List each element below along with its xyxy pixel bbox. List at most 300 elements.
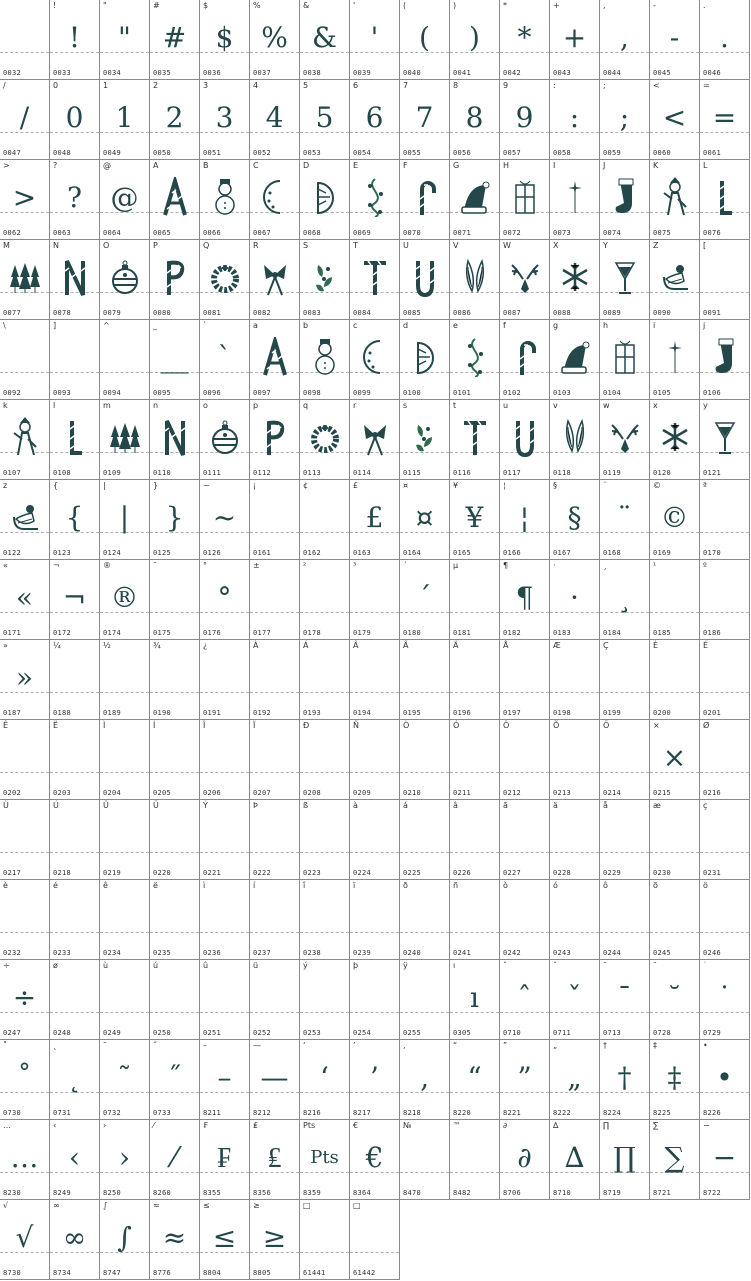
cell-code: 0040	[403, 69, 422, 77]
glyph-cell	[550, 160, 600, 240]
glyph-cell	[50, 320, 100, 400]
glyph-cell	[200, 960, 250, 1040]
cell-code: 0036	[203, 69, 222, 77]
cell-code: 0064	[103, 229, 122, 237]
glyph-cell	[50, 80, 100, 160]
glyph-cell	[100, 640, 150, 720]
snowflake-icon	[560, 257, 590, 297]
ornament-icon	[110, 257, 140, 297]
glyph-cell	[0, 400, 50, 480]
cell-code: 0075	[653, 229, 672, 237]
glyph-sample: €	[365, 1141, 384, 1174]
cell-char-label: ß	[303, 801, 309, 810]
cell-code: 0083	[303, 309, 322, 317]
glyph-sample: ›	[118, 1141, 131, 1174]
cell-code: 8482	[453, 1189, 472, 1197]
sleigh-icon	[660, 257, 690, 297]
glyph-sample: }	[165, 501, 184, 534]
cell-char-label: l	[53, 401, 56, 410]
glyph-sample: ı	[470, 981, 479, 1014]
cell-char-label: û	[203, 961, 209, 970]
cell-char-label: ;	[603, 81, 606, 90]
cell-char-label: »	[3, 641, 8, 650]
cell-char-label: i	[653, 321, 656, 330]
cell-char-label: ˙	[703, 961, 707, 970]
cell-code: 0710	[503, 1029, 522, 1037]
cell-code: 0105	[653, 389, 672, 397]
cell-code: 0104	[603, 389, 622, 397]
cell-char-label: ‘	[303, 1041, 306, 1050]
baseline-guide	[700, 692, 749, 693]
cell-char-label: ¾	[153, 641, 161, 650]
cell-char-label: j	[703, 321, 706, 330]
cell-char-label: [	[703, 241, 707, 250]
cell-code: 8226	[703, 1109, 722, 1117]
glyph-cell	[650, 320, 700, 400]
cell-code: 8364	[353, 1189, 372, 1197]
glyph-sample: ~	[212, 501, 237, 534]
cell-char-label: ^	[103, 321, 110, 330]
cell-char-label: □	[303, 1201, 311, 1210]
cell-char-label: €	[353, 1121, 359, 1130]
cell-char-label: V	[453, 241, 459, 250]
glyph-cell	[150, 640, 200, 720]
glyph-cell	[350, 720, 400, 800]
baseline-guide	[100, 692, 149, 693]
cell-code: 0223	[303, 869, 322, 877]
glyph-sample: :	[569, 101, 580, 134]
cell-code: 0174	[103, 629, 122, 637]
glyph-cell	[300, 880, 350, 960]
cell-char-label: ú	[153, 961, 159, 970]
cell-code: 0207	[253, 789, 272, 797]
baseline-guide	[150, 692, 199, 693]
cell-char-label: ˆ	[503, 961, 507, 970]
glyph-sample: ₤	[267, 1141, 282, 1174]
cell-char-label: 0	[53, 81, 59, 90]
cell-code: 8804	[203, 1269, 222, 1277]
baseline-guide	[550, 772, 599, 773]
holly-icon	[410, 417, 440, 457]
cell-code: 0221	[203, 869, 222, 877]
cell-char-label: '	[353, 1, 356, 10]
cell-code: 0305	[453, 1029, 472, 1037]
cell-code: 0051	[203, 149, 222, 157]
glyph-sample: £	[365, 501, 384, 534]
cell-char-label: ð	[403, 881, 408, 890]
glyph-cell	[100, 0, 150, 80]
cell-char-label: `	[203, 321, 207, 330]
cell-code: 0045	[653, 69, 672, 77]
glyph-cell	[400, 640, 450, 720]
cell-char-label: 6	[353, 81, 359, 90]
glyph-cell	[450, 800, 500, 880]
cell-char-label: ö	[703, 881, 708, 890]
glyph-cell	[250, 0, 300, 80]
cell-code: 0731	[53, 1109, 72, 1117]
glyph-cell	[600, 800, 650, 880]
cell-char-label: @	[103, 161, 111, 170]
cell-char-label: P	[153, 241, 158, 250]
cell-char-label: ≈	[153, 1201, 160, 1210]
glyph-cell	[250, 320, 300, 400]
cell-char-label: ∆	[553, 1121, 559, 1130]
cell-char-label: <	[653, 81, 660, 90]
cell-code: 0168	[603, 549, 622, 557]
candy-cane-icon	[510, 337, 540, 377]
cell-char-label: N	[53, 241, 59, 250]
cell-char-label: ∑	[653, 1121, 659, 1130]
cell-code: 0237	[253, 949, 272, 957]
cell-char-label: p	[253, 401, 259, 410]
cell-code: 0220	[153, 869, 172, 877]
cell-char-label: ˉ	[603, 961, 607, 970]
cell-char-label: ‚	[403, 1041, 406, 1050]
cell-code: 0222	[253, 869, 272, 877]
glyph-cell	[300, 400, 350, 480]
cell-char-label: £	[353, 481, 359, 490]
cell-char-label: –	[203, 1041, 207, 1050]
glyph-cell	[550, 560, 600, 640]
cell-code: 0252	[253, 1029, 272, 1037]
cell-char-label: t	[453, 401, 457, 410]
glyph-sample: ÷	[12, 981, 37, 1014]
glyph-cell	[0, 480, 50, 560]
baseline-guide	[100, 852, 149, 853]
glyph-sample: (	[419, 21, 430, 54]
cell-code: 0225	[403, 869, 422, 877]
glyph-cell	[50, 0, 100, 80]
cell-code: 0216	[703, 789, 722, 797]
glyph-cell	[400, 1120, 450, 1200]
moon-icon	[360, 337, 390, 377]
glyph-sample: ´	[417, 581, 432, 614]
cell-code: 8220	[453, 1109, 472, 1117]
cell-char-label: E	[353, 161, 359, 170]
glyph-cell	[100, 400, 150, 480]
cell-code: 8721	[653, 1189, 672, 1197]
glyph-sample: †	[617, 1061, 632, 1094]
glyph-sample: ¸	[617, 581, 632, 614]
cell-char-label: ]	[53, 321, 57, 330]
cell-char-label: =	[703, 81, 710, 90]
glyph-sample: •	[716, 1061, 733, 1094]
cell-char-label: n	[153, 401, 159, 410]
candy-l-icon	[710, 177, 740, 217]
glyph-cell	[350, 160, 400, 240]
baseline-guide	[250, 932, 299, 933]
cell-code: 0090	[653, 309, 672, 317]
cell-code: 0219	[103, 869, 122, 877]
glyph-cell	[250, 640, 300, 720]
glyph-sample: ¶	[515, 581, 534, 614]
glyph-cell	[600, 80, 650, 160]
cell-char-label: ¼	[53, 641, 61, 650]
glyph-cell	[600, 560, 650, 640]
cell-code: 0103	[553, 389, 572, 397]
cell-code: 0711	[553, 1029, 572, 1037]
baseline-guide	[450, 1172, 499, 1173]
glyph-sample: §	[567, 501, 582, 534]
cell-char-label: ¨	[603, 481, 607, 490]
cell-char-label: O	[103, 241, 110, 250]
cell-code: 0092	[3, 389, 22, 397]
cell-code: 8734	[53, 1269, 72, 1277]
baseline-guide	[650, 612, 699, 613]
cell-code: 0161	[253, 549, 272, 557]
glyph-cell	[700, 960, 750, 1040]
baseline-guide	[0, 52, 49, 53]
bow-icon	[360, 417, 390, 457]
baseline-guide	[0, 372, 49, 373]
glyph-cell	[650, 880, 700, 960]
cell-code: 0232	[3, 949, 22, 957]
glyph-cell	[500, 400, 550, 480]
cell-char-label: Ú	[53, 801, 59, 810]
glyph-sample: 2	[165, 101, 184, 134]
cell-char-label: 8	[453, 81, 459, 90]
glyph-cell	[300, 800, 350, 880]
glyph-cell	[300, 1040, 350, 1120]
cell-code: 0253	[303, 1029, 322, 1037]
santa-hat-icon	[460, 177, 490, 217]
cell-code: 0248	[53, 1029, 72, 1037]
cell-code: 0111	[203, 469, 222, 477]
glyph-sample: ˆ	[517, 981, 532, 1014]
cell-char-label: å	[603, 801, 608, 810]
baseline-guide	[700, 852, 749, 853]
cell-char-label: æ	[653, 801, 661, 810]
cell-code: 0102	[503, 389, 522, 397]
cell-char-label: ç	[703, 801, 708, 810]
cell-char-label: d	[403, 321, 409, 330]
cell-char-label: “	[453, 1041, 458, 1050]
glyph-sample: @	[110, 181, 139, 214]
cell-code: 8747	[103, 1269, 122, 1277]
baseline-guide	[400, 852, 449, 853]
cell-code: 0226	[453, 869, 472, 877]
glyph-cell	[450, 160, 500, 240]
cell-char-label: Ì	[103, 721, 106, 730]
cell-code: 0244	[603, 949, 622, 957]
cell-code: 0038	[303, 69, 322, 77]
glyph-cell	[100, 1120, 150, 1200]
glyph-sample: »	[15, 661, 34, 694]
cell-char-label: a	[253, 321, 258, 330]
cell-char-label: ≤	[203, 1201, 210, 1210]
glyph-cell	[100, 800, 150, 880]
baseline-guide	[300, 612, 349, 613]
candy-n-icon	[60, 257, 90, 297]
glyph-cell	[150, 960, 200, 1040]
glyph-cell	[400, 0, 450, 80]
cell-code: 0087	[503, 309, 522, 317]
cell-code: 0238	[303, 949, 322, 957]
baseline-guide	[450, 772, 499, 773]
cell-code: 0188	[53, 709, 72, 717]
baseline-guide	[250, 1012, 299, 1013]
cell-code: 0098	[303, 389, 322, 397]
glyph-sample: „	[567, 1061, 582, 1094]
glyph-cell	[450, 80, 500, 160]
glyph-sample: ‡	[667, 1061, 682, 1094]
bunny-ears-icon	[460, 257, 490, 297]
cell-char-label: F	[403, 161, 408, 170]
baseline-guide	[400, 692, 449, 693]
cell-code: 0208	[303, 789, 322, 797]
cell-code: 0182	[503, 629, 522, 637]
cell-code: 0095	[153, 389, 172, 397]
baseline-guide	[100, 372, 149, 373]
glyph-cell	[650, 640, 700, 720]
cell-code: 0122	[3, 549, 22, 557]
glyph-cell	[200, 880, 250, 960]
cell-char-label: 5	[303, 81, 309, 90]
cell-char-label: ·	[553, 561, 556, 570]
cell-char-label: ˝	[153, 1041, 157, 1050]
cell-char-label: ü	[253, 961, 259, 970]
cell-code: 0230	[653, 869, 672, 877]
cell-code: 8221	[503, 1109, 522, 1117]
baseline-guide	[650, 692, 699, 693]
cell-char-label: Ó	[453, 721, 460, 730]
glyph-cell	[550, 80, 600, 160]
cell-code: 0180	[403, 629, 422, 637]
cell-code: 0069	[353, 229, 372, 237]
cell-code: 0123	[53, 549, 72, 557]
glyph-cell	[550, 880, 600, 960]
cell-char-label: r	[353, 401, 357, 410]
cell-code: 0197	[503, 709, 522, 717]
cell-char-label: ³	[353, 561, 357, 570]
glyph-cell	[300, 160, 350, 240]
cell-char-label: Ø	[703, 721, 710, 730]
glyph-cell	[600, 880, 650, 960]
glyph-cell	[700, 480, 750, 560]
glyph-cell	[700, 320, 750, 400]
glyph-cell	[450, 240, 500, 320]
glyph-cell	[600, 320, 650, 400]
baseline-guide	[0, 932, 49, 933]
cell-char-label: Ë	[53, 721, 59, 730]
glyph-cell	[650, 80, 700, 160]
cell-code: 0191	[203, 709, 222, 717]
cell-code: 0214	[603, 789, 622, 797]
cell-char-label: ¥	[453, 481, 459, 490]
cell-code: 0195	[403, 709, 422, 717]
cell-code: 8260	[153, 1189, 172, 1197]
glyph-sample: !	[68, 21, 81, 54]
cell-code: 0044	[603, 69, 622, 77]
cell-char-label: …	[3, 1121, 11, 1130]
cell-char-label: k	[3, 401, 8, 410]
glyph-cell	[700, 80, 750, 160]
baseline-guide	[150, 612, 199, 613]
glyph-cell	[400, 960, 450, 1040]
glyph-cell	[350, 800, 400, 880]
glyph-sample: ≈	[162, 1221, 187, 1254]
glyph-cell	[0, 160, 50, 240]
glyph-cell	[500, 960, 550, 1040]
cell-char-label: Ù	[3, 801, 9, 810]
cell-char-label: ∞	[53, 1201, 60, 1210]
glyph-sample: -	[669, 21, 680, 54]
glyph-sample: –	[217, 1061, 232, 1094]
glyph-sample: +	[562, 21, 587, 54]
candy-a-icon	[260, 337, 290, 377]
baseline-guide	[50, 852, 99, 853]
glyph-cell	[300, 1200, 350, 1280]
glyph-cell	[350, 560, 400, 640]
glyph-cell	[150, 320, 200, 400]
cell-code: 0063	[53, 229, 72, 237]
cell-code: 0194	[353, 709, 372, 717]
glyph-cell	[500, 160, 550, 240]
cell-char-label: °	[203, 561, 207, 570]
cell-char-label: >	[3, 161, 10, 170]
glyph-cell	[500, 720, 550, 800]
cell-code: 0251	[203, 1029, 222, 1037]
cell-code: 0203	[53, 789, 72, 797]
cell-char-label: R	[253, 241, 259, 250]
cell-code: 0073	[553, 229, 572, 237]
glyph-cell	[550, 0, 600, 80]
cell-code: 0198	[553, 709, 572, 717]
glyph-cell	[450, 320, 500, 400]
cell-char-label: ±	[253, 561, 260, 570]
glyph-sample: {	[65, 501, 84, 534]
cell-char-label: Þ	[253, 801, 258, 810]
glyph-cell	[50, 1120, 100, 1200]
cell-code: 0729	[703, 1029, 722, 1037]
glyph-cell	[0, 640, 50, 720]
cell-char-label: 3	[203, 81, 209, 90]
cell-code: 0185	[653, 629, 672, 637]
wreath-icon	[210, 257, 240, 297]
cell-code: 0112	[253, 469, 272, 477]
glyph-cell	[300, 320, 350, 400]
glyph-cell	[200, 240, 250, 320]
cell-code: 0236	[203, 949, 222, 957]
glyph-sample: ≥	[262, 1221, 287, 1254]
glyph-sample: ˉ	[617, 981, 632, 1014]
cell-char-label: )	[453, 1, 457, 10]
stocking-icon	[710, 337, 740, 377]
glyph-cell	[250, 1120, 300, 1200]
cell-char-label: —	[253, 1041, 261, 1050]
cell-char-label: C	[253, 161, 259, 170]
glyph-cell	[650, 1120, 700, 1200]
moon-icon	[260, 177, 290, 217]
cell-code: 8225	[653, 1109, 672, 1117]
glyph-cell	[250, 80, 300, 160]
glyph-cell	[400, 480, 450, 560]
glyph-cell	[100, 320, 150, 400]
glyph-cell	[300, 1120, 350, 1200]
glyph-cell	[500, 240, 550, 320]
glyph-sample: ˛	[67, 1061, 82, 1094]
baseline-guide	[0, 772, 49, 773]
glyph-cell	[150, 1200, 200, 1280]
baseline-guide	[350, 1012, 399, 1013]
glyph-cell	[400, 400, 450, 480]
glyph-cell	[0, 240, 50, 320]
cell-code: 0076	[703, 229, 722, 237]
cell-code: 0187	[3, 709, 22, 717]
cell-code: 0239	[353, 949, 372, 957]
baseline-guide	[150, 932, 199, 933]
glyph-cell	[100, 560, 150, 640]
